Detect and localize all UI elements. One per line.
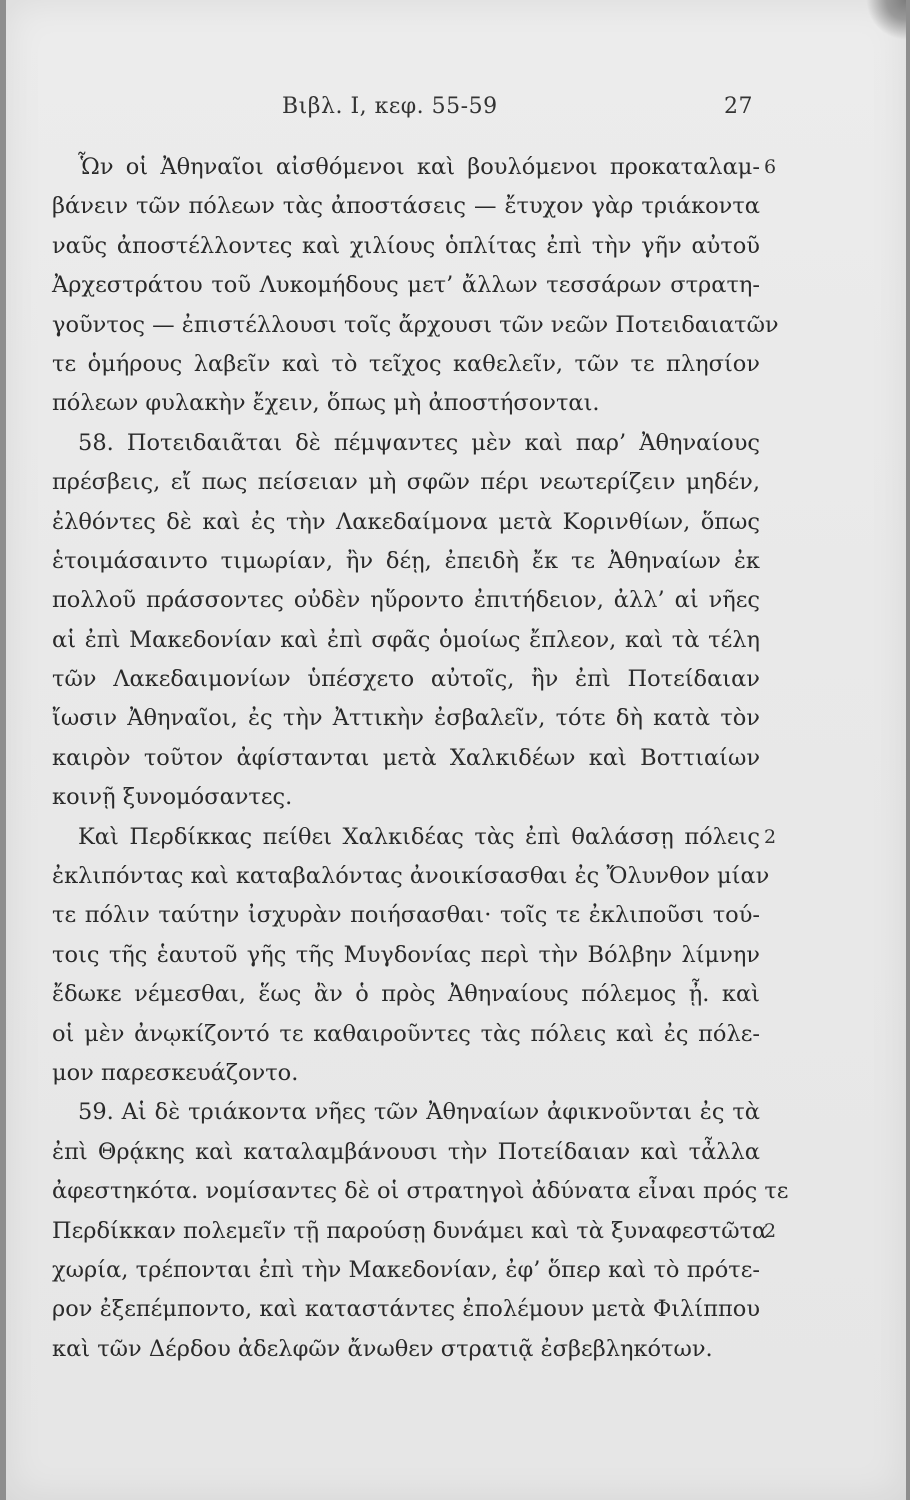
text-line: γοῦντος — ἐπιστέλλουσι τοῖς ἄρχουσι τῶν νεῶν Ποτειδαιατῶν bbox=[52, 311, 779, 338]
text-line: πρέσβεις, εἴ πως πείσειαν μὴ σφῶν πέρι νεωτερίζειν μηδέν, bbox=[52, 469, 760, 496]
text-line: μον παρεσκευάζοντο. bbox=[52, 1059, 299, 1086]
text-line: τε ὁμήρους λαβεῖν καὶ τὸ τεῖχος καθελεῖν, τῶν τε πλησίον bbox=[52, 350, 760, 377]
text-line: 58. Ποτειδαιᾶται δὲ πέμψαντες μὲν καὶ παρ’ Ἀθηναίους bbox=[78, 429, 760, 456]
text-line: ρον ἐξεπέμποντο, καὶ καταστάντες ἐπολέμουν μετὰ Φιλίππου bbox=[52, 1296, 760, 1323]
text-line: τοις τῆς ἑαυτοῦ γῆς τῆς Μυγδονίας περὶ τὴν Βόλβην λίμνην bbox=[52, 941, 760, 968]
text-line: καιρὸν τοῦτον ἀφίστανται μετὰ Χαλκιδέων καὶ Βοττιαίων bbox=[52, 744, 760, 771]
text-line: 59. Αἱ δὲ τριάκοντα νῆες τῶν Ἀθηναίων ἀφικνοῦνται ἐς τὰ bbox=[78, 1099, 760, 1126]
text-line: οἱ μὲν ἀνῳκίζοντό τε καθαιροῦντες τὰς πόλεις καὶ ἐς πόλε- bbox=[52, 1020, 760, 1047]
body-text bbox=[52, 148, 789, 1369]
text-line: ἀφεστηκότα. νομίσαντες δὲ οἱ στρατηγοὶ ἀδύνατα εἶναι πρός τε bbox=[52, 1178, 789, 1205]
text-line: ναῦς ἀποστέλλοντες καὶ χιλίους ὁπλίτας ἐπὶ τὴν γῆν αὐτοῦ bbox=[52, 232, 760, 259]
text-line: τῶν Λακεδαιμονίων ὑπέσχετο αὐτοῖς, ἢν ἐπὶ Ποτείδαιαν bbox=[52, 666, 760, 693]
text-line: ἐλθόντες δὲ καὶ ἐς τὴν Λακεδαίμονα μετὰ Κορινθίων, ὅπως bbox=[52, 508, 760, 535]
text-line: ἴωσιν Ἀθηναῖοι, ἐς τὴν Ἀττικὴν ἐσβαλεῖν, τότε δὴ κατὰ τὸν bbox=[52, 705, 760, 732]
text-line: ἑτοιμάσαιντο τιμωρίαν, ἢν δέῃ, ἐπειδὴ ἔκ τε Ἀθηναίων ἐκ bbox=[52, 547, 760, 574]
margin-section-number: 2 bbox=[764, 825, 777, 848]
text-line: τε πόλιν ταύτην ἰσχυρὰν ποιήσασθαι· τοῖς τε ἐκλιποῦσι τού- bbox=[52, 902, 760, 929]
margin-section-number: 2 bbox=[764, 1219, 777, 1242]
text-line: κοινῇ ξυνομόσαντες. bbox=[52, 784, 293, 811]
page-header bbox=[6, 92, 906, 128]
text-line: Ἀρχεστράτου τοῦ Λυκομήδους μετ’ ἄλλων τεσσάρων στρατη- bbox=[52, 272, 760, 299]
text-line: χωρία, τρέπονται ἐπὶ τὴν Μακεδονίαν, ἐφ’ ὅπερ καὶ τὸ πρότε- bbox=[52, 1256, 760, 1283]
text-line: αἱ ἐπὶ Μακεδονίαν καὶ ἐπὶ σφᾶς ὁμοίως ἔπλεον, καὶ τὰ τέλη bbox=[52, 626, 760, 653]
page-number: 27 bbox=[724, 94, 753, 119]
running-title: Βιβλ. I, κεφ. 55-59 bbox=[282, 94, 498, 119]
text-line: Καὶ Περδίκκας πείθει Χαλκιδέας τὰς ἐπὶ θαλάσσῃ πόλεις bbox=[78, 823, 760, 850]
text-line: ἐπὶ Θρᾴκης καὶ καταλαμβάνουσι τὴν Ποτείδαιαν καὶ τἆλλα bbox=[52, 1138, 760, 1165]
text-line: πολλοῦ πράσσοντες οὐδὲν ηὕροντο ἐπιτήδειον, ἀλλ’ αἱ νῆες bbox=[52, 587, 760, 614]
text-line: πόλεων φυλακὴν ἔχειν, ὅπως μὴ ἀποστήσονται. bbox=[52, 390, 600, 417]
margin-section-number: 6 bbox=[764, 156, 777, 178]
text-line: καὶ τῶν Δέρδου ἀδελφῶν ἄνωθεν στρατιᾷ ἐσβεβληκότων. bbox=[52, 1335, 713, 1362]
book-page bbox=[6, 0, 906, 1500]
text-line: ἐκλιπόντας καὶ καταβαλόντας ἀνοικίσασθαι ἐς Ὄλυνθον μίαν bbox=[52, 863, 770, 890]
text-line: Ὧν οἱ Ἀθηναῖοι αἰσθόμενοι καὶ βουλόμενοι προκαταλαμ- bbox=[78, 154, 760, 180]
text-line: Περδίκκαν πολεμεῖν τῇ παρούσῃ δυνάμει καὶ τὰ ξυναφεστῶτα bbox=[52, 1217, 768, 1244]
page-corner-shadow bbox=[866, 0, 906, 40]
text-line: ἔδωκε νέμεσθαι, ἕως ἂν ὁ πρὸς Ἀθηναίους πόλεμος ᾖ. καὶ bbox=[52, 981, 760, 1008]
text-line: βάνειν τῶν πόλεων τὰς ἀποστάσεις — ἔτυχον γὰρ τριάκοντα bbox=[52, 193, 760, 220]
